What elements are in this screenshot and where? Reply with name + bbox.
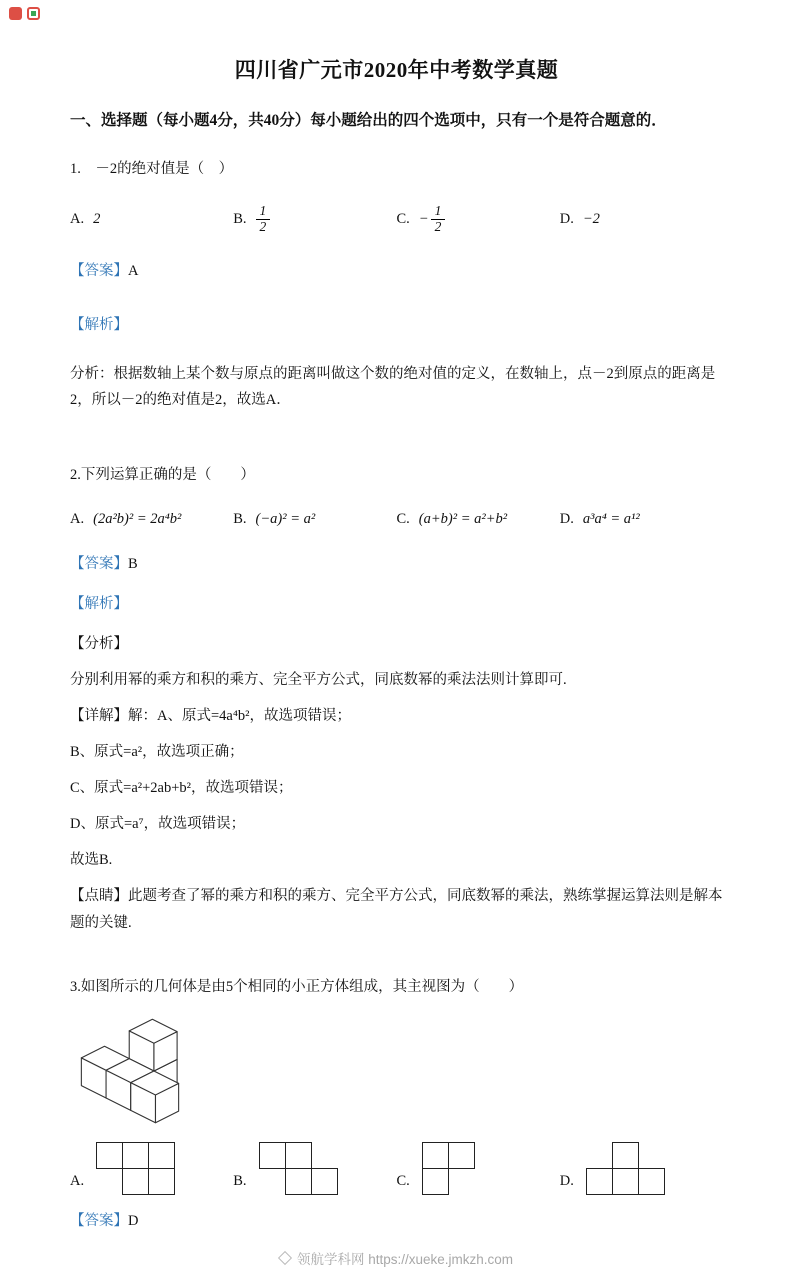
q2-option-b-formula: (−a)² = a² [255,511,316,528]
footer-watermark [70,1248,723,1268]
q3-option-a [70,1142,233,1194]
q1-analysis-label-line [70,312,723,338]
q1-option-c [397,202,560,236]
q3-options [70,1142,723,1194]
q2-answer-value: B [128,555,138,572]
q2-option-c-label: C. [396,511,410,528]
q3-option-b-label: B. [233,1172,247,1189]
q2-option-a [70,503,233,537]
footer-logo-icon [278,1251,292,1265]
q3-option-c-figure [422,1142,475,1194]
question-2 [70,448,723,945]
q2-stem: 2.下列运算正确的是（ ） [70,467,255,484]
q1-option-d-value: −2 [582,210,600,227]
analyze-label: 【分析】 [70,635,128,652]
q1-option-b-fraction [256,204,271,235]
corner-logos [9,7,40,20]
q2-analyze-label-line [70,631,723,657]
q2-option-c [397,503,560,537]
q3-option-d [560,1142,723,1194]
analysis-label: 【解析】 [70,317,128,334]
q1-option-a [70,202,233,236]
q2-detail-line-3: C、原式=a²+2ab+b²，故选项错误； [70,780,293,797]
q1-option-d-label: D. [559,210,574,227]
q1-option-c-minus: − [418,210,429,227]
answer-label: 【答案】 [70,1212,128,1229]
q2-option-d-label: D. [559,511,574,528]
answer-label: 【答案】 [70,263,128,280]
q1-option-c-fraction [431,204,446,235]
analysis-label: 【解析】 [70,595,128,612]
cube-figure-3d-icon [72,1010,188,1132]
q2-answer-line [70,551,723,577]
q1-option-a-label: A. [70,210,85,227]
section-heading: 一、选择题（每小题4分，共40分）每小题给出的四个选项中，只有一个是符合题意的． [70,112,667,129]
q2-analysis-label-line [70,591,723,617]
q3-option-a-label: A. [70,1172,85,1189]
q2-detail-text-1: 解：A、原式=4a⁴b²，故选项错误； [128,707,351,724]
q1-option-b [233,202,396,236]
answer-label: 【答案】 [70,555,128,572]
q2-option-d [560,503,723,537]
comment-label: 【点睛】 [70,888,128,905]
q3-option-b-figure [259,1142,337,1194]
q1-option-c-numerator: 1 [431,204,446,220]
q1-option-c-denominator: 2 [434,218,442,234]
footer-text: 领航学科网 https://xueke.jmkzh.com [296,1251,514,1267]
q3-stem: 3.如图所示的几何体是由5个相同的小正方体组成，其主视图为（ ） [70,978,524,995]
q2-comment-text: 此题考查了幂的乘方和积的乘方、完全平方公式，同底数幂的乘法，熟练掌握运算法则是解本题的关键. [70,888,723,931]
q1-option-a-value: 2 [93,210,101,227]
q3-option-d-label: D. [559,1172,574,1189]
q2-option-b-label: B. [233,511,247,528]
page-title: 四川省广元市2020年中考数学真题 [234,58,559,82]
q3-cube-figure [72,1010,723,1132]
q1-stem: 1. －2的绝对值是（ ） [70,161,234,177]
q2-options [70,503,723,537]
q2-detail-line-4: D、原式=a⁷，故选项错误； [70,816,246,833]
q1-option-c-label: C. [396,210,410,227]
q3-option-c [397,1142,560,1194]
q2-option-d-formula: a³a⁴ = a¹² [582,511,640,528]
q2-option-a-label: A. [70,511,85,528]
q1-analysis-text: 分析：根据数轴上某个数与原点的距离叫做这个数的绝对值的定义，在数轴上，点－2到原点的距离是2，所以－2的绝对值是2，故选A． [70,366,716,409]
q1-answer-value: A [128,263,139,280]
q2-detail-line-1 [70,703,723,729]
q2-option-b [233,503,396,537]
corner-logo-icon-1 [9,7,22,20]
q1-option-c-value [419,204,446,235]
q2-option-a-formula: (2a²b)² = 2a⁴b² [93,511,182,528]
q3-answer-value: D [128,1212,139,1229]
q1-answer-line [70,258,723,284]
question-3 [70,960,723,1248]
q1-options [70,202,723,236]
q2-detail-line-5: 故选B. [70,852,113,869]
q3-option-a-figure [96,1142,174,1194]
q1-option-b-label: B. [233,210,247,227]
q1-option-b-numerator: 1 [256,204,271,220]
q3-option-d-figure [586,1142,664,1194]
q3-option-c-label: C. [396,1172,410,1189]
q3-answer-line [70,1208,723,1234]
corner-logo-icon-2 [27,7,40,20]
q2-comment-line [70,883,723,935]
q2-detail-line-2: B、原式=a²，故选项正确； [70,744,244,761]
q1-option-b-denominator: 2 [259,218,267,234]
q2-option-c-formula: (a+b)² = a²+b² [418,511,508,528]
q2-analyze-text: 分别利用幂的乘方和积的乘方、完全平方公式，同底数幂的乘法法则计算即可. [70,671,567,688]
detail-label: 【详解】 [70,707,128,724]
q1-option-d [560,202,723,236]
q3-option-b [233,1142,396,1194]
